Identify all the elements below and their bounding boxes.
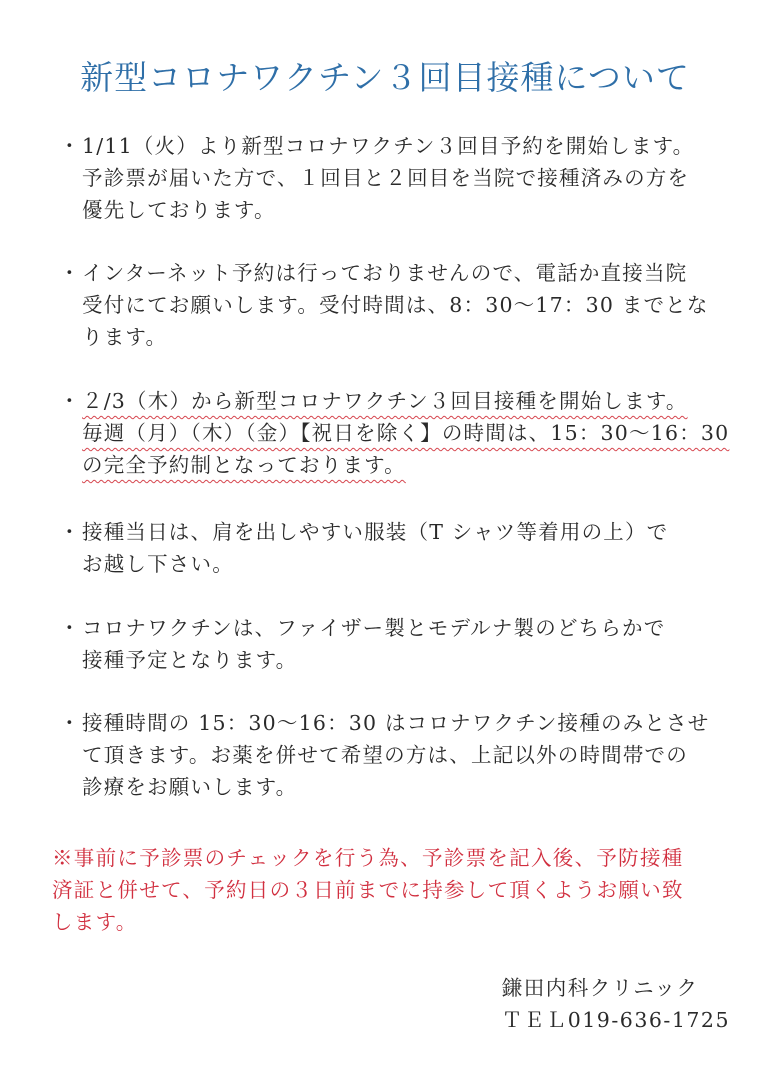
notice-text: します。 xyxy=(52,910,138,934)
section-text: ２/3（木）から新型コロナワクチン３回目接種を開始します。 xyxy=(82,389,688,413)
section-text: 接種予定となります。 xyxy=(82,648,298,672)
section-text: 優先しております。 xyxy=(82,198,276,222)
notice-text: 済証と併せて、予約日の３日前までに持参して頂くようお願い致 xyxy=(52,878,684,902)
section-vaccination-schedule xyxy=(58,385,748,481)
section-first-line xyxy=(58,516,748,548)
bullet-icon: ・ xyxy=(59,389,81,413)
section-vaccine-maker xyxy=(58,612,748,676)
section-first-line xyxy=(58,257,748,289)
section-text: 診療をお願いします。 xyxy=(82,775,298,799)
section-reservation-start xyxy=(58,130,748,226)
bullet-icon: ・ xyxy=(59,711,81,735)
bullet-icon: ・ xyxy=(59,134,81,158)
clinic-name: 鎌田内科クリニック xyxy=(501,976,699,1000)
section-text: 予診票が届いた方で、１回目と２回目を当院で接種済みの方を xyxy=(82,166,690,190)
section-text: 受付にてお願いします。受付時間は、8：30～17：30 までとな xyxy=(82,293,709,317)
section-text: 1/11（火）より新型コロナワクチン３回目予約を開始します。 xyxy=(82,134,695,158)
section-first-line xyxy=(58,707,748,739)
section-text: て頂きます。お薬を併せて希望の方は、上記以外の時間帯での xyxy=(82,743,688,767)
bullet-icon: ・ xyxy=(59,616,81,640)
bullet-icon: ・ xyxy=(59,520,81,544)
bullet-icon: ・ xyxy=(59,261,81,285)
important-notice xyxy=(52,842,752,938)
clinic-footer xyxy=(502,972,730,1036)
section-first-line xyxy=(58,385,748,417)
section-how-to-reserve xyxy=(58,257,748,353)
section-text: 接種当日は、肩を出しやすい服装（T シャツ等着用の上）で xyxy=(82,520,669,544)
section-text: 接種時間の 15：30～16：30 はコロナワクチン接種のみとさせ xyxy=(82,711,710,735)
section-text: コロナワクチンは、ファイザー製とモデルナ製のどちらかで xyxy=(82,616,666,640)
page-title: 新型コロナワクチン３回目接種について xyxy=(80,58,690,97)
section-vaccination-hours xyxy=(58,707,748,803)
section-text: 毎週（月）（木）（金）【祝日を除く】の時間は、15：30～16：30 xyxy=(82,421,730,445)
section-clothing xyxy=(58,516,748,580)
section-text: の完全予約制となっております。 xyxy=(82,453,406,477)
section-line-wrapper xyxy=(58,417,748,449)
section-text: お越し下さい。 xyxy=(82,552,234,576)
section-first-line xyxy=(58,130,748,162)
section-first-line xyxy=(58,612,748,644)
section-text: インターネット予約は行っておりませんので、電話か直接当院 xyxy=(82,261,688,285)
section-text: ります。 xyxy=(82,325,168,349)
notice-text: ※事前に予診票のチェックを行う為、予診票を記入後、予防接種 xyxy=(52,846,684,870)
section-line-wrapper xyxy=(58,449,748,481)
clinic-phone: ＴＥＬ019-636-1725 xyxy=(501,1008,730,1032)
